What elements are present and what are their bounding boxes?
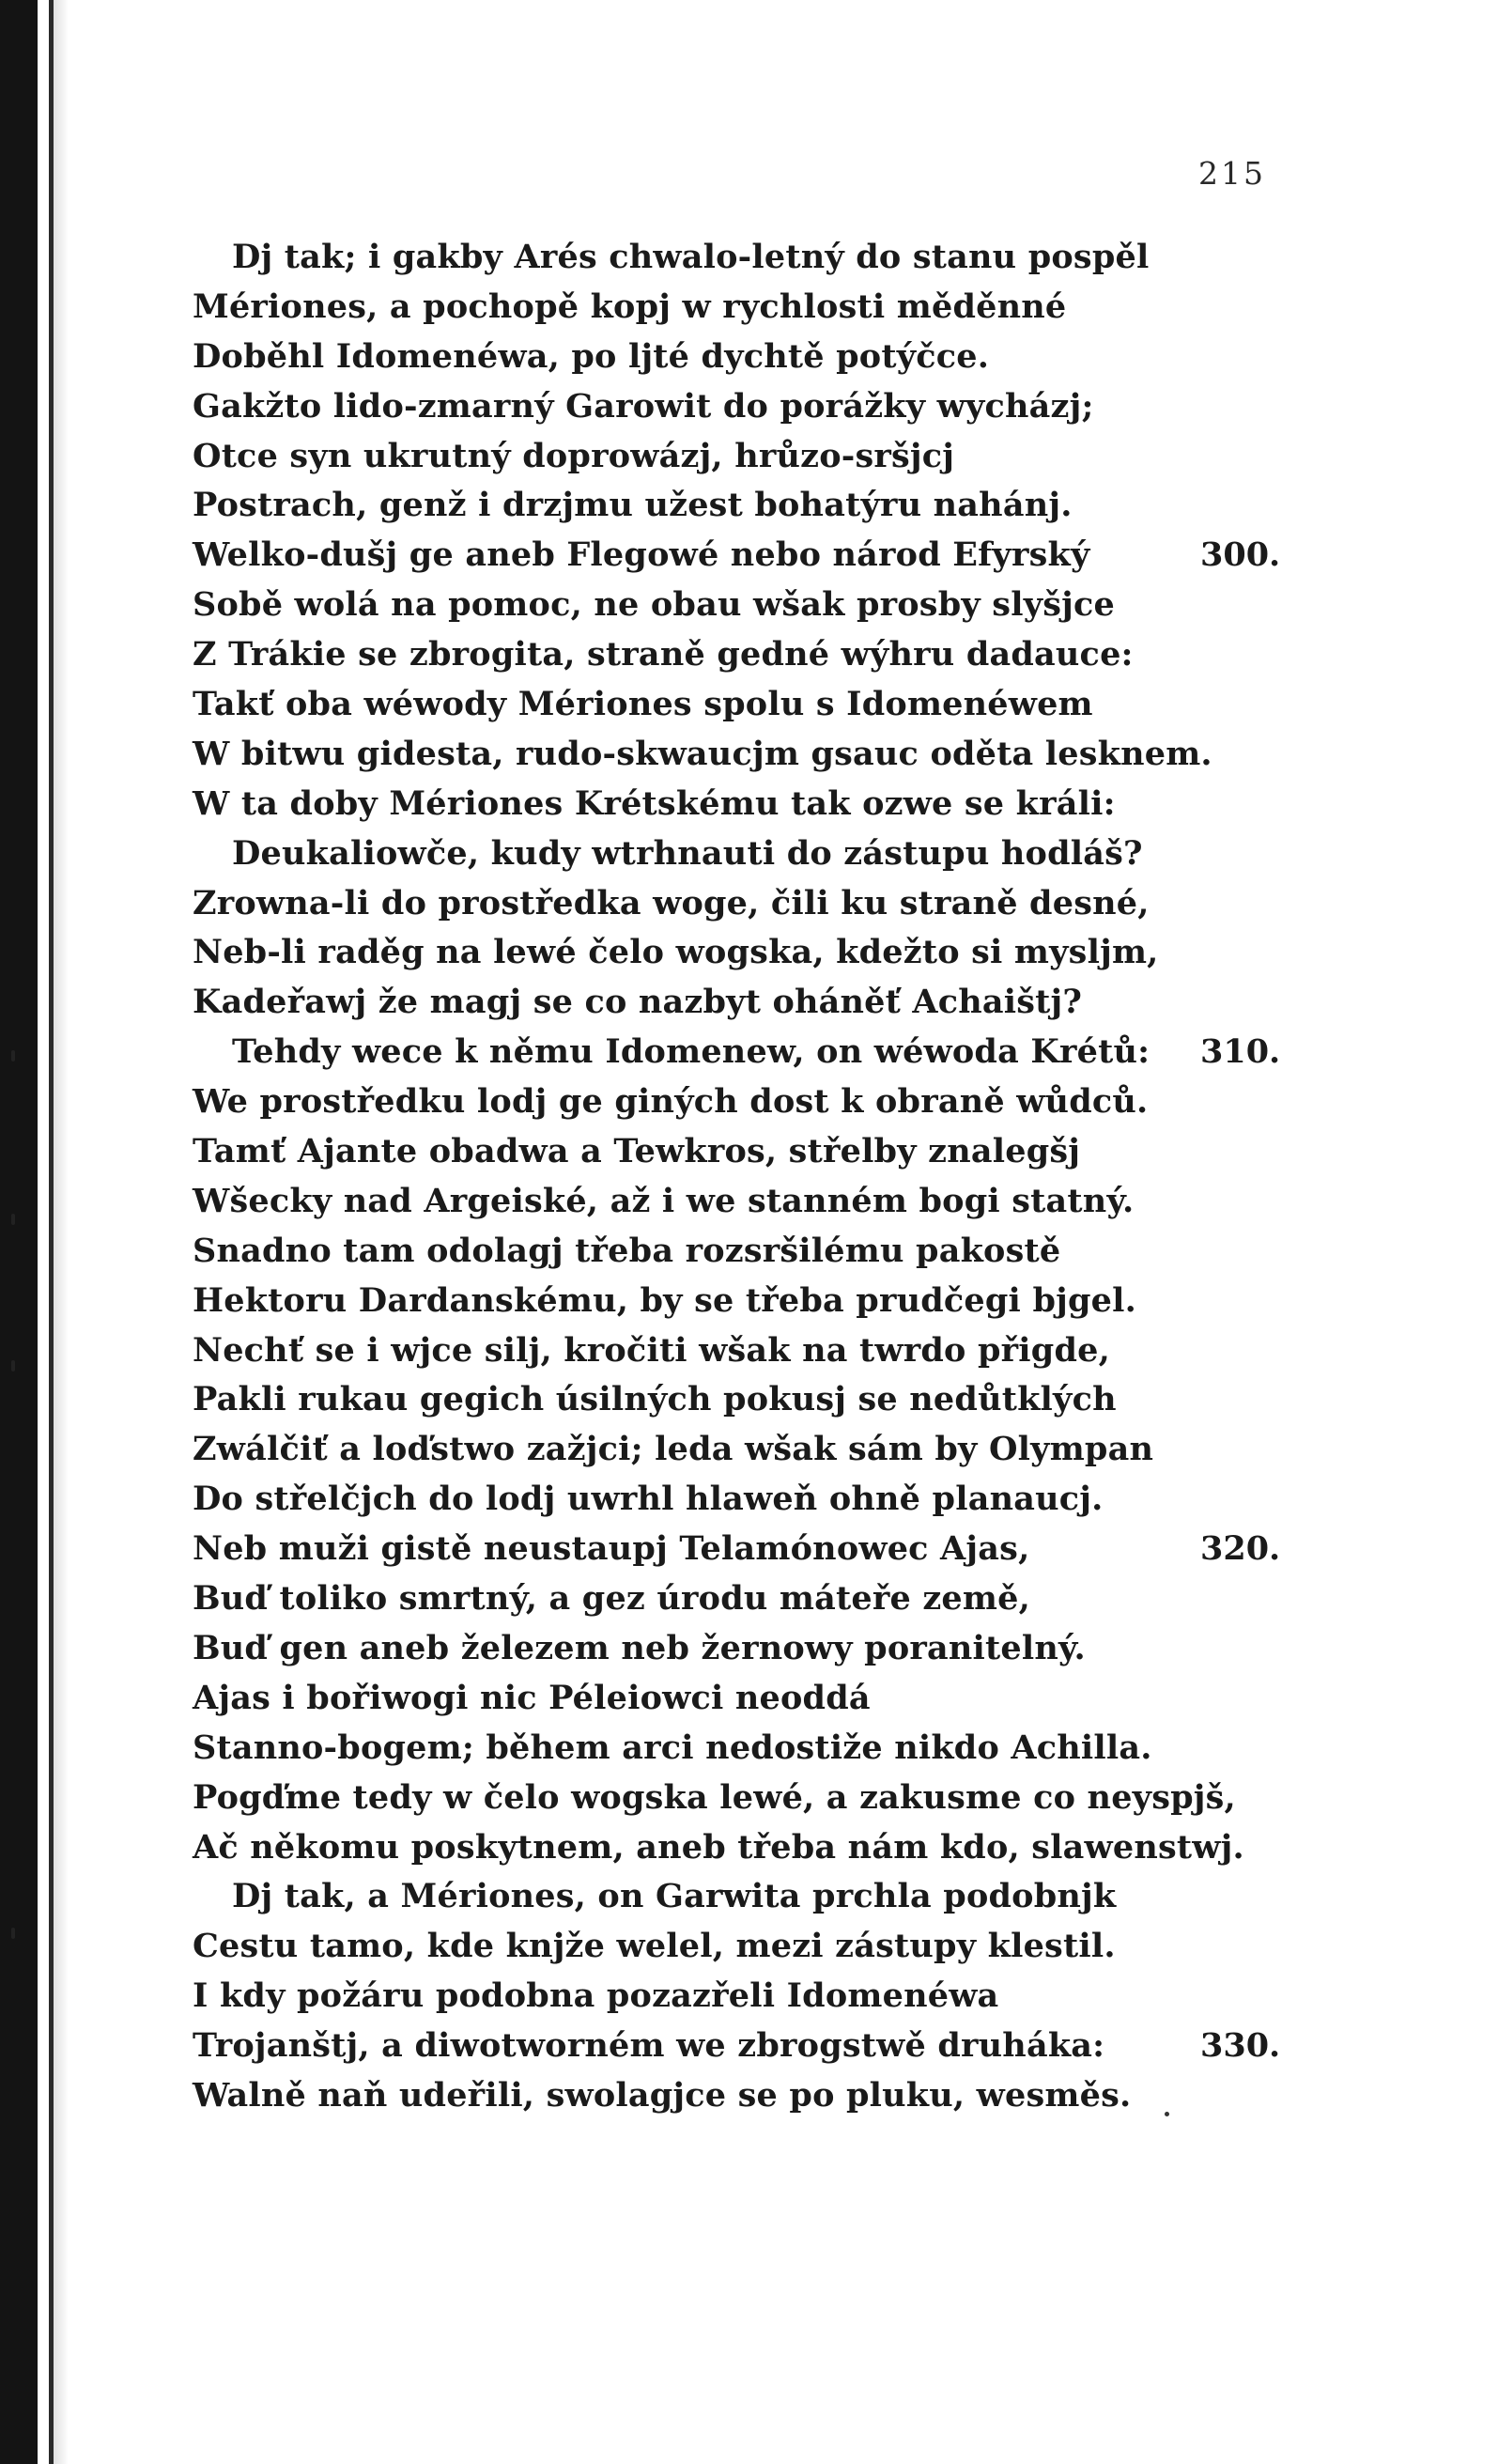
verse-line: Zwálčiť a loďstwo zažjci; leda wšak sám by Olympan	[193, 1430, 1154, 1469]
verse-line: W bitwu gidesta, rudo-skwaucjm gsauc oděta lesknem.	[193, 734, 1212, 773]
verse-line: Stanno-bogem; během arci nedostiže nikdo Achilla.	[193, 1728, 1152, 1767]
verse-line: Tehdy wece k němu Idomenew, on wéwoda Krétů:	[232, 1032, 1151, 1072]
page-binding-shadow	[54, 0, 69, 2464]
margin-mark	[11, 1050, 15, 1062]
line-number: 330.	[1200, 2026, 1281, 2066]
margin-mark	[11, 1360, 15, 1371]
poem-text	[193, 233, 1305, 2121]
verse-line: Sobě wolá na pomoc, ne obau wšak prosby slyšjce	[193, 585, 1115, 625]
page-binding-edge	[0, 0, 38, 2464]
line-number: 320.	[1200, 1529, 1281, 1569]
verse-line: Wšecky nad Argeiské, až i we stanném bogi statný.	[193, 1181, 1135, 1220]
line-number: 300.	[1200, 535, 1281, 575]
verse-line: Neb-li raděg na lewé čelo wogska, kdežto si myslјm,	[193, 933, 1159, 972]
verse-line: Kadeřawj že magj se co nazbyt oháněť Achaištj?	[193, 983, 1083, 1022]
verse-line: We prostředku lodj ge giných dost k obraně wůdců.	[193, 1082, 1149, 1122]
verse-line: Dj tak, a Mériones, on Garwita prchla podobnjk	[232, 1877, 1117, 1916]
verse-line: Nechť se i wjce silj, kročiti wšak na twrdo přigde,	[193, 1330, 1110, 1370]
verse-line: Takť oba wéwody Mériones spolu s Idomenéwem	[193, 685, 1093, 724]
line-number: 310.	[1200, 1032, 1281, 1072]
verse-line: Mériones, a pochopě kopj w rychlosti měděnné	[193, 287, 1067, 326]
verse-line: Ač někomu poskytnem, aneb třeba nám kdo, slawenstwj.	[193, 1827, 1244, 1867]
verse-line: Cestu tamo, kde knjže welel, mezi zástupy klestil.	[193, 1927, 1116, 1966]
verse-line: W ta doby Mériones Krétskému tak ozwe se králi:	[193, 783, 1116, 823]
verse-line: Postrach, genž i drzjmu užest bohatýru nahánj.	[193, 486, 1073, 525]
verse-line: I kdy požáru podobna pozazřeli Idomenéwa	[193, 1976, 999, 2016]
verse-line: Trojanštj, a diwotworném we zbrogstwě druháka:	[193, 2026, 1105, 2066]
verse-line: Buď toliko smrtný, a gez úrodu máteře země,	[193, 1579, 1030, 1619]
verse-line: Z Trákie se zbrogita, straně gedné wýhru dadauce:	[193, 635, 1134, 674]
verse-line: Deukaliowče, kudy wtrhnauti do zástupu hodláš?	[232, 833, 1143, 873]
verse-line: Zrowna-li do prostředka woge, čili ku straně desné,	[193, 883, 1150, 922]
verse-line: Buď gen aneb železem neb žernowy poranitelný.	[193, 1628, 1086, 1667]
verse-line: Otce syn ukrutný doprowázj, hrůzo-sršjcj	[193, 436, 955, 475]
verse-line: Pogďme tedy w čelo wogska lewé, a zakusme co neyspjš,	[193, 1777, 1236, 1817]
verse-line: Do střelčjch do lodj uwrhl hlaweň ohně planaucj.	[193, 1480, 1104, 1519]
stray-mark	[1165, 2112, 1169, 2116]
verse-line: Neb muži gistě neustaupj Telamónowec Ajas,	[193, 1529, 1030, 1569]
margin-mark	[11, 1214, 15, 1225]
verse-line: Snadno tam odolagj třeba rozsršilému pakostě	[193, 1231, 1061, 1270]
verse-line: Gakžto lido-zmarný Garowit do porážky wycházj;	[193, 386, 1094, 426]
verse-line: Hektoru Dardanskému, by se třeba prudčegi bjgel.	[193, 1280, 1136, 1320]
verse-line: Dj tak; i gakby Arés chwalo-letný do stanu pospěl	[232, 238, 1150, 276]
verse-line: Pakli rukau gegich úsilných pokusj se nedůtklých	[193, 1380, 1117, 1419]
verse-line: Doběhl Idomenéwa, po ljté dychtě potýčce.	[193, 336, 990, 376]
verse-line: Ajas i bořiwogi nic Péleiowci neoddá	[193, 1678, 871, 1717]
verse-line: Walně naň udeřili, swolagjce se po pluku, wesměs.	[193, 2075, 1132, 2115]
verse-line: Welko-dušj ge aneb Flegowé nebo národ Efyrský	[193, 535, 1090, 575]
margin-mark	[11, 1928, 15, 1939]
page-number: 215	[1198, 155, 1266, 192]
verse-line: Tamť Ajante obadwa a Tewkros, střelby znalegšj	[193, 1132, 1081, 1171]
